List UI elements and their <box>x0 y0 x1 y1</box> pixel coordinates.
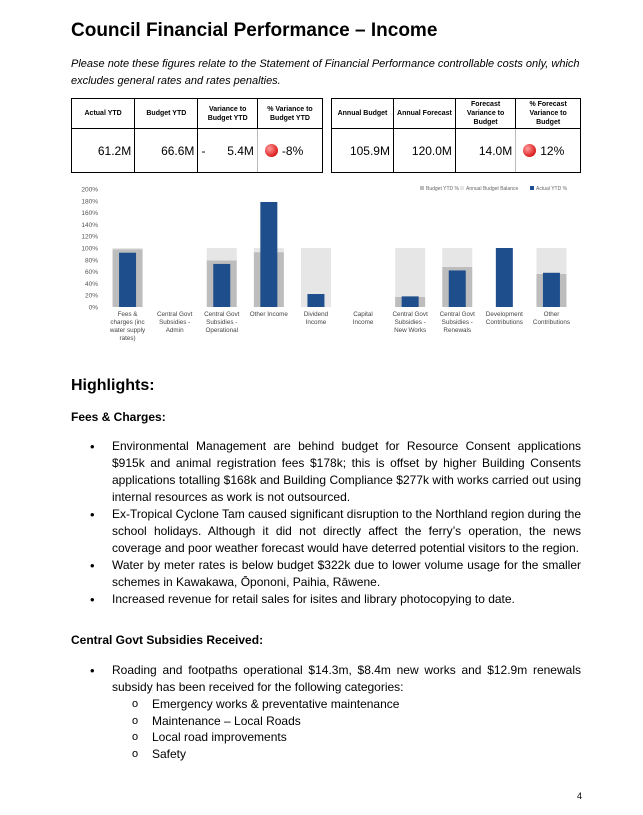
pct-variance-text: -8% <box>281 143 304 158</box>
x-tick-label: Renewals <box>443 327 472 334</box>
variance-sign: - <box>201 143 206 158</box>
x-tick-label: Subsidies - <box>206 319 238 326</box>
bar-actual-ytd <box>496 248 513 307</box>
list-item: o Emergency works & preventative maintenance <box>112 696 581 713</box>
value-budget-ytd: 66.6M <box>135 129 198 173</box>
x-tick-label: Fees & <box>117 311 138 318</box>
header-actual-ytd: Actual YTD <box>72 99 135 129</box>
variance-amount: 5.4M <box>227 143 254 158</box>
y-tick-label: 20% <box>84 292 98 300</box>
x-tick-label: rates) <box>119 335 136 342</box>
highlights-heading: Highlights: <box>71 377 155 394</box>
bar-annual-budget-balance <box>207 248 237 260</box>
bar-annual-budget-balance <box>113 248 143 249</box>
subsidies-heading: Central Govt Subsidies Received: <box>71 633 264 647</box>
bar-actual-ytd <box>119 253 136 307</box>
y-tick-label: 200% <box>81 186 98 194</box>
x-tick-label: Contributions <box>532 319 571 326</box>
x-tick-label: Other Income <box>249 311 288 318</box>
header-pct-variance-ytd: % Variance to Budget YTD <box>257 99 322 129</box>
x-tick-label: Central Govt <box>439 311 475 318</box>
y-tick-label: 120% <box>81 233 98 241</box>
list-item: o Safety <box>112 746 581 763</box>
y-tick-label: 60% <box>84 269 98 277</box>
list-item: o Maintenance – Local Roads <box>112 713 581 730</box>
pct-forecast-variance-text: 12% <box>540 143 565 158</box>
y-tick-label: 160% <box>81 210 98 218</box>
y-tick-label: 140% <box>81 221 98 229</box>
header-pct-forecast-variance: % Forecast Variance to Budget <box>516 99 581 129</box>
bar-annual-budget-balance <box>395 248 425 297</box>
header-annual-budget: Annual Budget <box>332 99 394 129</box>
income-bar-chart <box>70 183 580 348</box>
x-tick-label: Operational <box>205 327 239 334</box>
value-annual-forecast: 120.0M <box>393 129 455 173</box>
legend-label: Actual YTD % <box>536 186 568 192</box>
value-annual-budget: 105.9M <box>332 129 394 173</box>
y-tick-label: 0% <box>88 304 98 312</box>
x-tick-label: Subsidies - <box>159 319 191 326</box>
x-tick-label: Central Govt <box>392 311 428 318</box>
header-budget-ytd: Budget YTD <box>135 99 198 129</box>
x-tick-label: Central Govt <box>204 311 240 318</box>
bar-annual-budget-balance <box>442 248 472 267</box>
x-tick-label: water supply <box>109 327 146 334</box>
x-tick-label: Income <box>305 319 327 326</box>
x-tick-label: Admin <box>165 327 184 334</box>
value-forecast-variance: 14.0M <box>455 129 515 173</box>
list-item: • Environmental Management are behind budget for Resource Consent applications $915k and animal registration fees $178k; this is offset by higher Building Consents applications totalling $168k and Building Compliance $277k with works carried out using internal resources as work is not outsourced. <box>90 438 581 506</box>
x-tick-label: Development <box>485 311 523 318</box>
header-annual-forecast: Annual Forecast <box>393 99 455 129</box>
bar-actual-ytd <box>213 264 230 307</box>
kpi-table-ytd <box>71 98 323 173</box>
subsidies-bullet-list <box>90 662 581 762</box>
bar-actual-ytd <box>402 296 419 307</box>
x-tick-label: Dividend <box>303 311 329 318</box>
legend-swatch <box>530 186 534 190</box>
header-forecast-variance: Forecast Variance to Budget <box>455 99 515 129</box>
x-tick-label: charges (inc <box>110 319 145 326</box>
page-number: 4 <box>577 791 583 801</box>
subsidy-categories-list <box>112 696 581 762</box>
x-tick-label: Capital <box>353 311 373 318</box>
x-tick-label: New Works <box>394 327 427 334</box>
x-tick-label: Subsidies - <box>394 319 426 326</box>
bar-actual-ytd <box>307 294 324 307</box>
list-item: o Local road improvements <box>112 729 581 746</box>
kpi-table-annual <box>331 98 581 173</box>
x-tick-label: Central Govt <box>156 311 193 318</box>
fees-heading: Fees & Charges: <box>71 410 166 424</box>
x-tick-label: Contributions <box>485 319 523 326</box>
intro-note: Please note these figures relate to the Statement of Financial Performance controllable costs only, which excludes general rates and rates penalties. <box>71 58 580 87</box>
y-tick-label: 100% <box>81 245 98 253</box>
value-actual-ytd: 61.2M <box>72 129 135 173</box>
list-item: • Increased revenue for retail sales for isites and library photocopying to date. <box>90 591 581 608</box>
status-red-icon <box>265 144 278 157</box>
fees-bullet-list <box>90 438 581 608</box>
bar-actual-ytd <box>260 202 277 307</box>
value-pct-forecast-variance <box>516 129 581 173</box>
x-tick-label: Other <box>543 311 560 318</box>
bar-annual-budget-balance <box>536 248 566 274</box>
status-red-icon <box>523 144 536 157</box>
page-title: Council Financial Performance – Income <box>71 20 438 41</box>
value-pct-variance-ytd <box>257 129 322 173</box>
header-variance-ytd: Variance to Budget YTD <box>198 99 257 129</box>
y-tick-label: 40% <box>84 280 98 288</box>
list-item: • Ex-Tropical Cyclone Tam caused significant disruption to the Northland region during the school holidays. Although it did not directly affect the ferry’s operation, the news coverage and poor weather forecast would have deterred potential visitors to the region. <box>90 506 581 557</box>
list-item: • Water by meter rates is below budget $322k due to lower volume usage for the smaller schemes in Kawakawa, Ōpononi, Paihia, Rāwene. <box>90 557 581 591</box>
legend-swatch <box>460 186 464 190</box>
legend-label: Annual Budget Balance <box>466 186 519 192</box>
bar-actual-ytd <box>543 273 560 307</box>
y-tick-label: 180% <box>81 198 98 206</box>
legend-label: Budget YTD % <box>426 186 459 192</box>
subsidies-bullet-text: Roading and footpaths operational $14.3m, $8.4m new works and $12.9m renewals subsidy has been received for the following categories: <box>112 663 581 694</box>
x-tick-label: Subsidies - <box>441 319 473 326</box>
y-tick-label: 80% <box>84 257 98 265</box>
bar-actual-ytd <box>449 270 466 307</box>
value-variance-ytd <box>198 129 257 173</box>
list-item <box>90 662 581 762</box>
legend-swatch <box>420 186 424 190</box>
x-tick-label: Income <box>352 319 374 326</box>
